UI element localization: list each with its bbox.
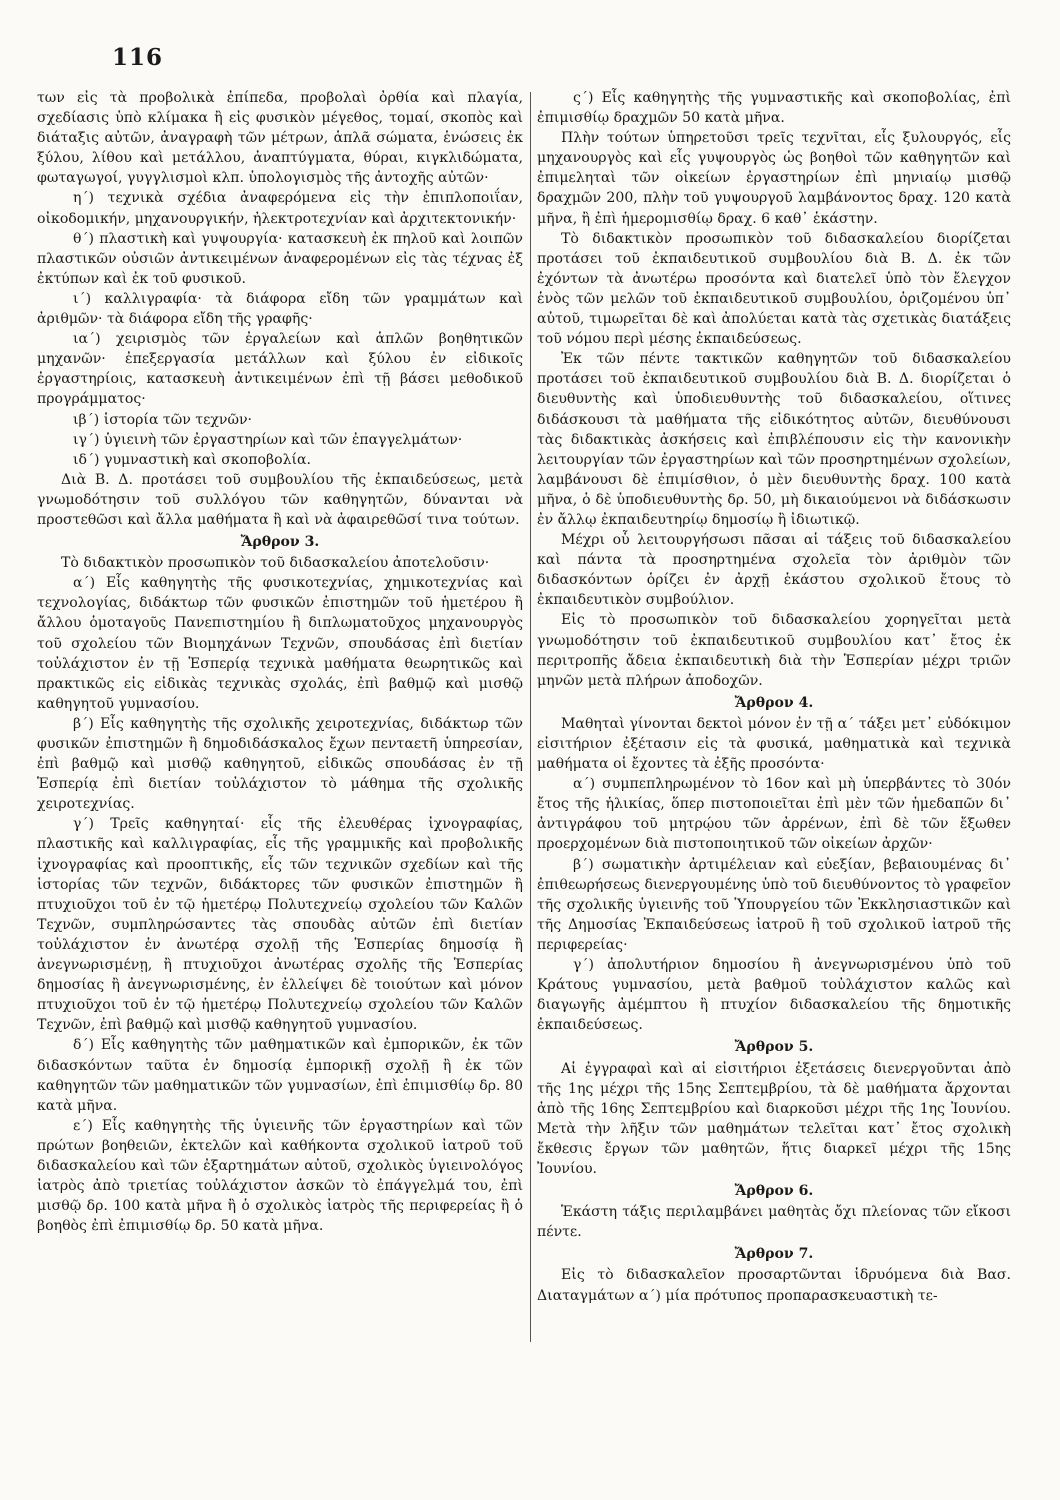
right-paragraph: Μαθηταὶ γίνονται δεκτοὶ μόνον ἐν τῇ α΄ τάξει μετ᾽ εὐδόκιμον εἰσιτήριον ἐξέτασιν εἰς τὰ φυσικά, μαθηματικὰ καὶ τεχνικὰ μαθήματα οἱ ἔχοντες τὰ ἐξῆς προσόντα· bbox=[537, 715, 1011, 773]
right-paragraph: Αἱ ἐγγραφαὶ καὶ αἱ εἰσιτήριοι ἐξετάσεις διενεργοῦνται ἀπὸ τῆς 1ης μέχρι τῆς 15ης Σεπτεμβρίου, τὰ δὲ μαθήματα ἄρχονται ἀπὸ τῆς 16ης Σεπτεμβρίου καὶ διαρκοῦσι μέχρι τῆς 1ης Ἰουνίου. Μετὰ τὴν λῆξιν τῶν μαθημάτων τελεῖται κατ᾽ ἔτος σχολικὴ ἔκθεσις ἔργων τῶν μαθητῶν, ἥτις διαρκεῖ μέχρι τῆς 15ης Ἰουνίου. bbox=[537, 1060, 1011, 1177]
left-paragraph: η΄) τεχνικὰ σχέδια ἀναφερόμενα εἰς τὴν ἐπιπλοποιΐαν, οἰκοδομικήν, μηχανουργικήν, ἠλεκτροτεχνίαν καὶ ἀρχιτεκτονικήν· bbox=[37, 190, 523, 227]
right-article-heading: Ἄρθρον 4. bbox=[734, 694, 814, 711]
left-paragraph: α΄) Εἷς καθηγητὴς τῆς φυσικοτεχνίας, χημικοτεχνίας καὶ τεχνολογίας, διδάκτωρ τῶν φυσικῶν ἐπιστημῶν τοῦ ἡμετέρου ἢ ἄλλου ὁμοταγοῦς Πανεπιστημίου ἢ διπλωματοῦχος μηχανουργὸς τοῦ σχολείου τῶν Βιομηχάνων Τεχνῶν, σπουδάσας ἐπὶ διετίαν τοὐλάχιστον ἐν τῇ Ἑσπερίᾳ τεχνικὰ μαθήματα θεωρητικῶς καὶ πρακτικῶς εἰς εἰδικὰς τεχνικὰς σχολάς, ἐπὶ βαθμῷ καὶ μισθῷ καθηγητοῦ γυμνασίου. bbox=[37, 575, 523, 712]
right-paragraph: β΄) σωματικὴν ἀρτιμέλειαν καὶ εὐεξίαν, βεβαιουμένας δι᾽ ἐπιθεωρήσεως διενεργουμένης ὑπὸ τοῦ διευθύνοντος τὸ γραφεῖον τῆς σχολικῆς ὑγιεινῆς τοῦ Ὑπουργείου τῶν Ἐκκλησιαστικῶν καὶ τῆς Δημοσίας Ἐκπαιδεύσεως ἰατροῦ ἢ τοῦ σχολικοῦ ἰατροῦ τῆς περιφερείας· bbox=[537, 856, 1011, 953]
left-paragraph: ε΄) Εἷς καθηγητὴς τῆς ὑγιεινῆς τῶν ἐργαστηρίων καὶ τῶν πρώτων βοηθειῶν, ἐκτελῶν καὶ καθήκοντα σχολικοῦ ἰατροῦ τοῦ διδασκαλείου καὶ τῶν ἐξαρτημάτων αὐτοῦ, σχολικὸς ὑγιεινολόγος ἰατρὸς ἀπὸ τριετίας τοὐλάχιστον ἀσκῶν τὸ ἐπάγγελμά του, ἐπὶ μισθῷ δρ. 100 κατὰ μῆνα ἢ ὁ σχολικὸς ἰατρὸς τῆς περιφερείας ἢ ὁ βοηθὸς ἐπὶ ἐπιμισθίῳ δρ. 50 κατὰ μῆνα. bbox=[37, 1117, 523, 1235]
left-article-heading: Ἄρθρον 3. bbox=[240, 534, 320, 551]
left-paragraph: των εἰς τὰ προβολικὰ ἐπίπεδα, προβολαὶ ὀρθία καὶ πλαγία, σχεδίασις ὑπὸ κλίμακα ἢ εἰς φυσικὸν μέγεθος, τομαί, σκοπὸς καὶ διάταξις αὐτῶν, ἀναγραφὴ τῶν μέτρων, ἁπλᾶ σώματα, ἑνώσεις ἐκ ξύλου, λίθου καὶ μετάλλου, ἀναπτύγματα, θύραι, κιγκλιδώματα, φωταγωγοί, γυγγλισμοὶ κλπ. ὑπολογισμὸς τῆς ἀντοχῆς αὐτῶν· bbox=[37, 90, 523, 187]
left-paragraph: Τὸ διδακτικὸν προσωπικὸν τοῦ διδασκαλείου ἀποτελοῦσιν· bbox=[61, 555, 490, 572]
right-paragraph: α΄) συμπεπληρωμένον τὸ 16ον καὶ μὴ ὑπερβάντες τὸ 30όν ἔτος τῆς ἡλικίας, ὅπερ πιστοποιεῖται ἐπὶ μὲν τῶν ἡμεδαπῶν δι᾽ ἀντιγράφου τοῦ μητρῴου τῶν ἀρρένων, ἐπὶ δὲ τῶν ἔξωθεν προερχομένων διὰ πιστοποιητικοῦ τῶν οἰκείων ἀρχῶν· bbox=[537, 776, 1011, 853]
right-paragraph: Εἰς τὸ προσωπικὸν τοῦ διδασκαλείου χορηγεῖται μετὰ γνωμοδότησιν τοῦ ἐκπαιδευτικοῦ συμβουλίου κατ᾽ ἔτος ἐκ περιτροπῆς ἄδεια ἐκπαιδευτικὴ διὰ τὴν Ἑσπερίαν μέχρι τριῶν μηνῶν μετὰ πλήρων ἀποδοχῶν. bbox=[537, 612, 1011, 689]
right-paragraph: Ἑκάστη τάξις περιλαμβάνει μαθητὰς ὄχι πλείονας τῶν εἴκοσι πέντε. bbox=[537, 1204, 1011, 1241]
left-paragraph: Διὰ Β. Δ. προτάσει τοῦ συμβουλίου τῆς ἐκπαιδεύσεως, μετὰ γνωμοδότησιν τοῦ συλλόγου τῶν καθηγητῶν, δύνανται νὰ προστεθῶσι καὶ ἄλλα μαθήματα ἢ καὶ νὰ ἀφαιρεθῶσί τινα τούτων. bbox=[37, 471, 523, 528]
left-paragraph: γ΄) Τρεῖς καθηγηταί· εἷς τῆς ἐλευθέρας ἰχνογραφίας, πλαστικῆς καὶ καλλιγραφίας, εἷς τῆς γραμμικῆς καὶ προβολικῆς ἰχνογραφίας καὶ προοπτικῆς, εἷς τῶν τεχνικῶν σχεδίων καὶ τῆς ἱστορίας τῶν τεχνῶν, διδάκτορες τῶν φυσικῶν ἐπιστημῶν ἢ πτυχιοῦχοι τοῦ ἐν τῷ ἡμετέρῳ Πολυτεχνείῳ σχολείου τῶν Καλῶν Τεχνῶν, συμπληρώσαντες τὰς σπουδὰς αὐτῶν ἐπὶ διετίαν τοὐλάχιστον ἐν ἀνωτέρᾳ σχολῇ τῆς Ἑσπερίας δημοσίᾳ ἢ ἀνεγνωρισμένῃ, ἢ πτυχιοῦχοι ἀνωτέρας σχολῆς τῆς Ἑσπερίας δημοσίας ἢ ἀνεγνωρισμένης, ἐν ἐλλείψει δὲ τοιούτων καὶ μόνον πτυχιοῦχοι τοῦ ἐν τῷ ἡμετέρῳ Πολυτεχνείῳ σχολείου τῶν Καλῶν Τεχνῶν, ἐπὶ βαθμῷ καὶ μισθῷ καθηγητοῦ γυμνασίου. bbox=[37, 816, 523, 1034]
right-paragraph: Τὸ διδακτικὸν προσωπικὸν τοῦ διδασκαλείου διορίζεται προτάσει τοῦ ἐκπαιδευτικοῦ συμβουλίου διὰ Β. Δ. ἐκ τῶν ἐχόντων τὰ ἀνωτέρω προσόντα καὶ διατελεῖ ὑπὸ τὸν ἔλεγχον ἑνὸς τῶν μελῶν τοῦ ἐκπαιδευτικοῦ συμβουλίου, ὁριζομένου ὑπ᾽ αὐτοῦ, τιμωρεῖται δὲ καὶ ἀπολύεται κατὰ τὰς σχετικὰς διατάξεις τοῦ νόμου περὶ μέσης ἐκπαιδεύσεως. bbox=[537, 230, 1011, 348]
right-article-heading: Ἄρθρον 7. bbox=[734, 1246, 814, 1263]
right-article-heading: Ἄρθρον 5. bbox=[734, 1039, 814, 1056]
right-paragraph: Μέχρι οὗ λειτουργήσωσι πᾶσαι αἱ τάξεις τοῦ διδασκαλείου καὶ πάντα τὰ προσηρτημένα σχολεῖα τὸν ἀριθμὸν τῶν διδασκόντων ὁρίζει ἐν ἀρχῇ ἑκάστου σχολικοῦ ἔτους τὸ ἐκπαιδευτικὸν συμβούλιον. bbox=[537, 532, 1011, 609]
left-paragraph: θ΄) πλαστικὴ καὶ γυψουργία· κατασκευὴ ἐκ πηλοῦ καὶ λοιπῶν πλαστικῶν οὐσιῶν ἀντικειμένων ἀναφερομένων εἰς τὰς τέχνας ἐξ ἐκτύπων καὶ ἐκ τοῦ φυσικοῦ. bbox=[37, 230, 523, 287]
right-paragraph: Πλὴν τούτων ὑπηρετοῦσι τρεῖς τεχνῖται, εἷς ξυλουργός, εἷς μηχανουργὸς καὶ εἷς γυψουργὸς ὡς βοηθοὶ τῶν καθηγητῶν καὶ ἐπιμεληταὶ τῶν οἰκείων ἐργαστηρίων ἐπὶ μηνιαίῳ μισθῷ δραχμῶν 200, πλὴν τοῦ γυψουργοῦ λαμβάνοντος δραχ. 120 κατὰ μῆνα, ἢ ἐπὶ ἡμερομισθίῳ δραχ. 6 καθ᾽ ἑκάστην. bbox=[537, 130, 1011, 227]
right-text-column bbox=[537, 88, 1011, 1466]
left-paragraph: δ΄) Εἷς καθηγητὴς τῶν μαθηματικῶν καὶ ἐμπορικῶν, ἐκ τῶν διδασκόντων ταῦτα ἐν δημοσίᾳ ἐμπορικῇ σχολῇ ἢ ἐκ τῶν καθηγητῶν τῶν μαθηματικῶν τῶν γυμνασίων, ἐπὶ ἐπιμισθίῳ δρ. 80 κατὰ μῆνα. bbox=[37, 1037, 523, 1114]
left-paragraph: ια΄) χειρισμὸς τῶν ἐργαλείων καὶ ἁπλῶν βοηθητικῶν μηχανῶν· ἐπεξεργασία μετάλλων καὶ ξύλου ἐν εἰδικοῖς ἐργαστηρίοις, κατασκευὴ ἀντικειμένων ἐπὶ τῇ βάσει μεθοδικοῦ προγράμματος· bbox=[37, 331, 523, 408]
right-paragraph: γ΄) ἀπολυτήριον δημοσίου ἢ ἀνεγνωρισμένου ὑπὸ τοῦ Κράτους γυμνασίου, μετὰ βαθμοῦ τοὐλάχιστον καλῶς καὶ διαγωγῆς ἀμέμπτου ἢ πτυχίον διδασκαλείου τῆς δημοτικῆς ἐκπαιδεύσεως. bbox=[537, 957, 1011, 1034]
column-divider bbox=[530, 92, 531, 1342]
left-paragraph: ιγ΄) ὑγιεινὴ τῶν ἐργαστηρίων καὶ τῶν ἐπαγγελμάτων· bbox=[73, 431, 463, 448]
right-paragraph: ς΄) Εἷς καθηγητὴς τῆς γυμναστικῆς καὶ σκοποβολίας, ἐπὶ ἐπιμισθίῳ δραχμῶν 50 κατὰ μῆνα. bbox=[537, 90, 1011, 127]
left-paragraph: ι΄) καλλιγραφία· τὰ διάφορα εἴδη τῶν γραμμάτων καὶ ἀριθμῶν· τὰ διάφορα εἴδη τῆς γραφῆς· bbox=[37, 290, 523, 328]
left-paragraph: β΄) Εἷς καθηγητὴς τῆς σχολικῆς χειροτεχνίας, διδάκτωρ τῶν φυσικῶν ἐπιστημῶν ἢ δημοδιδάσκαλος ἔχων πενταετῆ ὑπηρεσίαν, ἐπὶ βαθμῷ καὶ μισθῷ καθηγητοῦ, εἰδικῶς σπουδάσας ἐν τῇ Ἑσπερίᾳ ἐπὶ διετίαν τοὐλάχιστον τὸ μάθημα τῆς σχολικῆς χειροτεχνίας. bbox=[37, 715, 523, 813]
left-text-column bbox=[37, 88, 523, 1466]
right-paragraph: Ἐκ τῶν πέντε τακτικῶν καθηγητῶν τοῦ διδασκαλείου προτάσει τοῦ ἐκπαιδευτικοῦ συμβουλίου διὰ Β. Δ. διορίζεται ὁ διευθυντὴς καὶ ὑποδιευθυντὴς τοῦ διδασκαλείου, οἵτινες διδάσκουσι τὰ μαθήματα τῆς εἰδικότητος αὐτῶν, διευθύνουσι τὰς διδακτικὰς ἀσκήσεις καὶ ἐπιβλέπουσιν εἰς τὴν κανονικὴν λειτουργίαν τῶν ἐργαστηρίων καὶ τῶν προσηρτημένων σχολείων, λαμβάνουσι δὲ ἐπιμίσθιον, ὁ μὲν διευθυντὴς δραχ. 100 κατὰ μῆνα, ὁ δὲ ὑποδιευθυντὴς δρ. 50, μὴ δικαιούμενοι νὰ διδάσκωσιν ἐν ἄλλῳ ἐκπαιδευτηρίῳ δημοσίῳ ἢ ἰδιωτικῷ. bbox=[537, 351, 1011, 528]
right-paragraph: Εἰς τὸ διδασκαλεῖον προσαρτῶνται ἱδρυόμενα διὰ Βασ. Διαταγμάτων α΄) μία πρότυπος προπαρασκευαστικὴ τε- bbox=[537, 1267, 1011, 1304]
right-article-heading: Ἄρθρον 6. bbox=[734, 1183, 814, 1200]
page-number: 116 bbox=[112, 44, 164, 71]
left-paragraph: ιδ΄) γυμναστικὴ καὶ σκοποβολία. bbox=[73, 451, 312, 468]
left-paragraph: ιβ΄) ἱστορία τῶν τεχνῶν· bbox=[73, 411, 253, 428]
